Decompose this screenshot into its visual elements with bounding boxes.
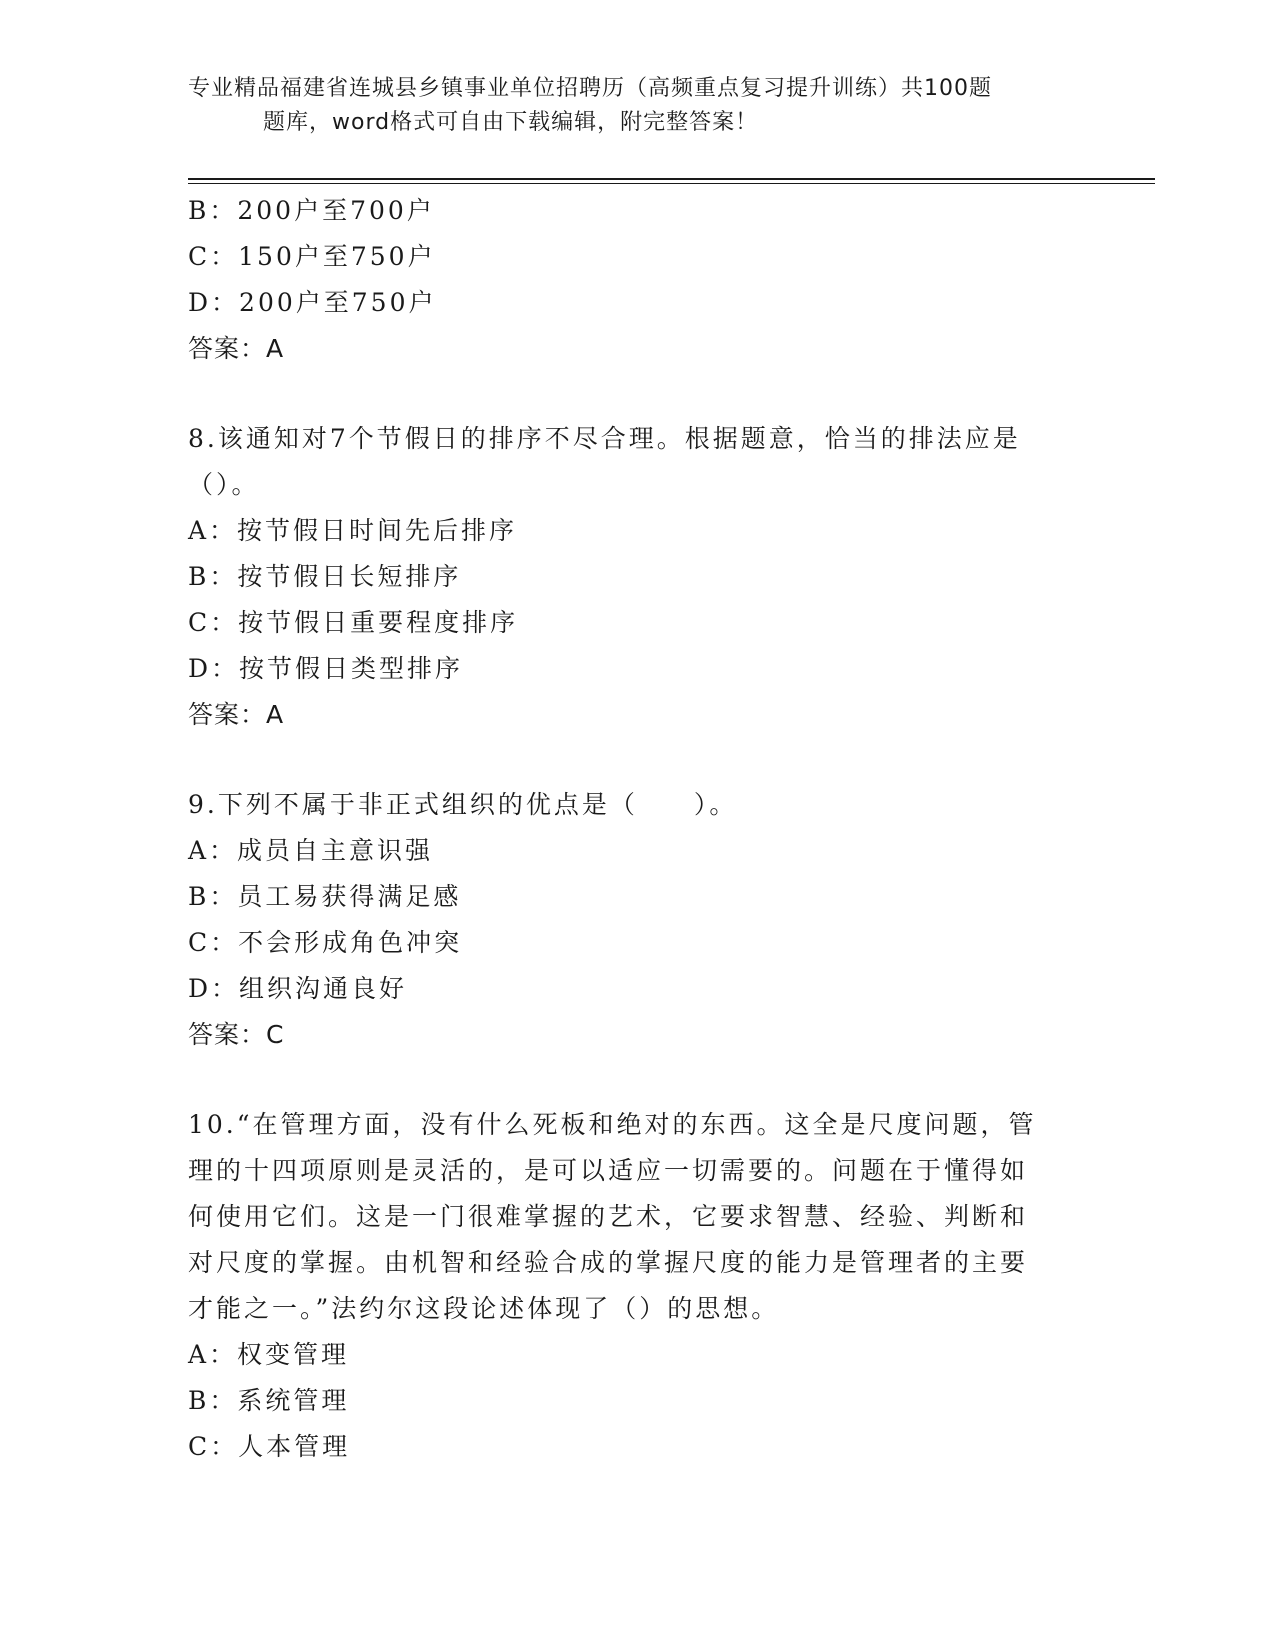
option-c: C：人本管理 <box>188 1432 351 1461</box>
option-a: A：成员自主意识强 <box>188 836 434 865</box>
question-text <box>188 1102 1068 1332</box>
question-text-line: 8.该通知对7个节假日的排序不尽合理。根据题意，恰当的排法应是 <box>188 424 1021 453</box>
spacer <box>188 1058 1068 1102</box>
question-text <box>188 782 1068 828</box>
page-header <box>188 72 1068 140</box>
option-c: C：按节假日重要程度排序 <box>188 608 519 637</box>
header-line-1: 专业精品福建省连城县乡镇事业单位招聘历（高频重点复习提升训练）共100题 <box>188 76 992 101</box>
question-9 <box>188 782 1068 1058</box>
option-d: D：组织沟通良好 <box>188 974 408 1003</box>
header-divider-thin <box>188 183 1155 184</box>
option-c: C：不会形成角色冲突 <box>188 928 463 957</box>
question-text-line: 对尺度的掌握。由机智和经验合成的掌握尺度的能力是管理者的主要 <box>188 1248 1029 1277</box>
option-d: D：按节假日类型排序 <box>188 654 464 683</box>
answer-line: 答案：C <box>188 1020 285 1049</box>
option-d: D：200户至750户 <box>188 288 437 317</box>
option-a: A：按节假日时间先后排序 <box>188 516 518 545</box>
spacer <box>188 738 1068 782</box>
document-body <box>188 188 1068 1470</box>
header-line-2: 题库，word格式可自由下载编辑，附完整答案！ <box>263 110 759 135</box>
question-text-line: （）。 <box>188 470 260 499</box>
question-7-tail <box>188 188 1068 372</box>
question-text-line: 何使用它们。这是一门很难掌握的艺术，它要求智慧、经验、判断和 <box>188 1202 1029 1231</box>
question-text-line: 理的十四项原则是灵活的，是可以适应一切需要的。问题在于懂得如 <box>188 1156 1029 1185</box>
question-10 <box>188 1102 1068 1470</box>
question-text-line: 9.下列不属于非正式组织的优点是（ ）。 <box>188 790 738 819</box>
question-text <box>188 416 1068 508</box>
question-text-line: 10.“在管理方面，没有什么死板和绝对的东西。这全是尺度问题，管 <box>188 1110 1037 1139</box>
header-divider-thick <box>188 178 1155 180</box>
option-b: B：员工易获得满足感 <box>188 882 462 911</box>
option-b: B：200户至700户 <box>188 196 435 225</box>
answer-line: 答案：A <box>188 700 285 729</box>
option-b: B：按节假日长短排序 <box>188 562 462 591</box>
option-c: C：150户至750户 <box>188 242 436 271</box>
answer-line: 答案：A <box>188 334 285 363</box>
spacer <box>188 372 1068 416</box>
option-a: A：权变管理 <box>188 1340 350 1369</box>
option-b: B：系统管理 <box>188 1386 350 1415</box>
question-8 <box>188 416 1068 738</box>
question-text-line: 才能之一。”法约尔这段论述体现了（）的思想。 <box>188 1294 780 1323</box>
